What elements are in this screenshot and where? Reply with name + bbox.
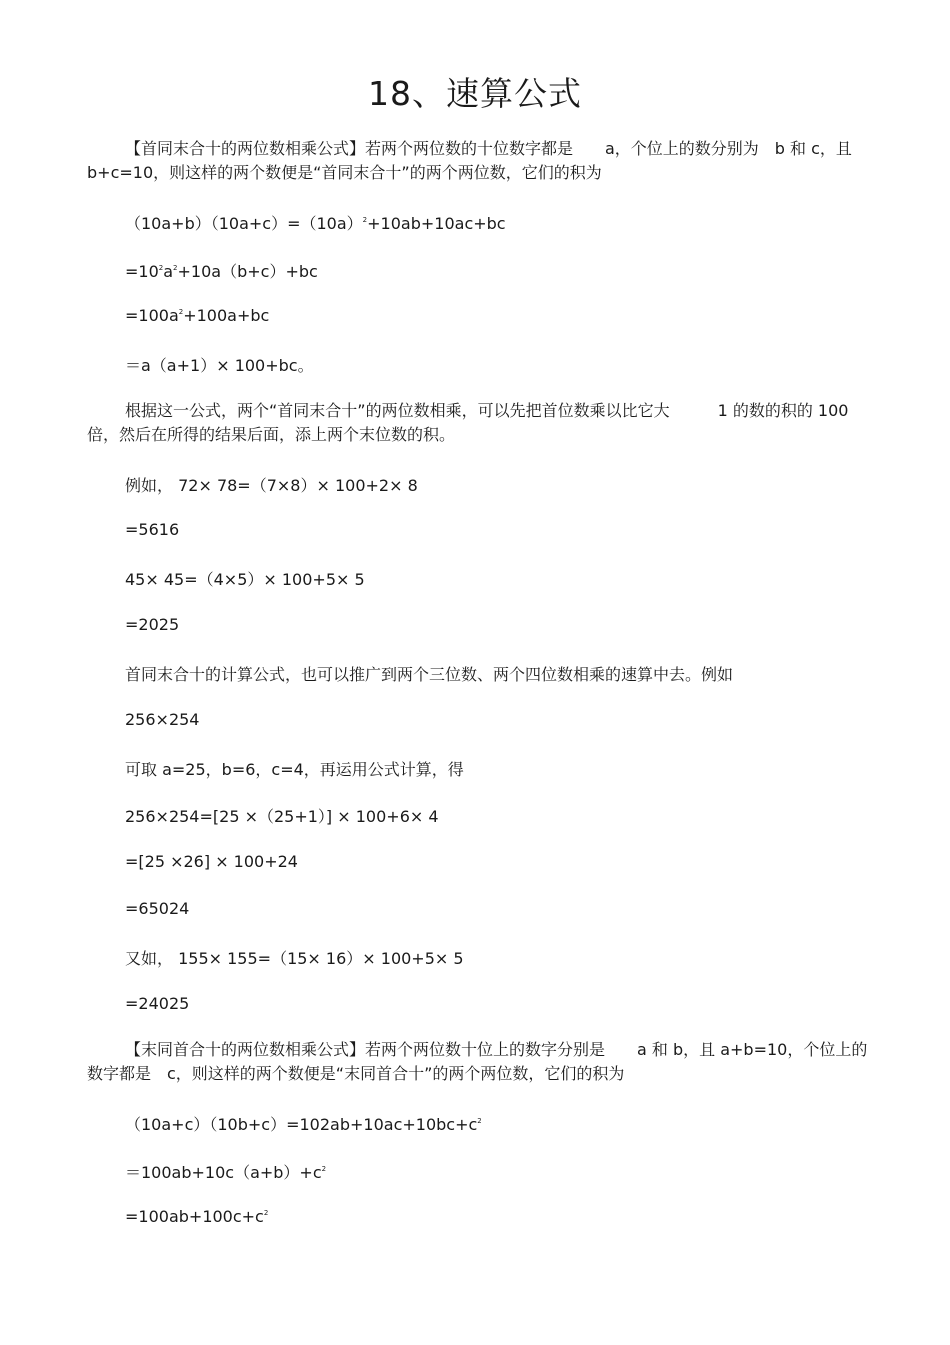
page-title: 18、速算公式	[368, 74, 582, 113]
equation-2: $=10^2a^2+10a(b+c)+bc$	[125, 262, 318, 281]
example-line: 45× 45=（4×5）× 100+5× 5	[125, 570, 365, 589]
example-line: 256×254	[125, 710, 200, 729]
equation-1: $(10a+b)(10a+c)=(10a)^2+10ab+10ac+bc$	[125, 214, 506, 233]
result-line: =24025	[125, 994, 190, 1013]
equation-6: $=100ab+10c(a+b)+c^2$	[125, 1163, 327, 1182]
paragraph-intro-2: 【末同首合十的两位数相乘公式】若两个两位数十位上的数字分别是 a 和 b，且 a+b=10，个位上的数字都是 c，则这样的两个数便是“末同首合十”的两个两位数，它们的积为	[87, 1040, 868, 1083]
result-line: =5616	[125, 520, 180, 539]
result-line: =65024	[125, 899, 190, 918]
paragraph-explanation: 根据这一公式，两个“首同末合十”的两位数相乘，可以先把首位数乘以比它大 1 的数的积的 100 倍，然后在所得的结果后面，添上两个末位数的积。	[87, 401, 849, 444]
example-line: 例如， 72× 78=（7×8）× 100+2× 8	[125, 476, 418, 495]
example-line: 又如， 155× 155=（15× 16）× 100+5× 5	[125, 949, 464, 968]
example-line: 256×254=[25 ×（25+1）] × 100+6× 4	[125, 807, 439, 826]
paragraph-intro-1: 【首同末合十的两位数相乘公式】若两个两位数的十位数字都是 a，个位上的数分别为 b 和 c，且 b+c=10，则这样的两个数便是“首同末合十”的两个两位数，它们的积为	[87, 139, 852, 182]
equation-7: $=100ab+100c+c^2$	[125, 1207, 269, 1226]
result-line: =[25 ×26] × 100+24	[125, 852, 298, 871]
text-line: 首同末合十的计算公式，也可以推广到两个三位数、两个四位数相乘的速算中去。例如	[125, 665, 734, 684]
equation-3: $=100a^2+100a+bc$	[125, 306, 270, 325]
result-line: =2025	[125, 615, 180, 634]
text-line: 可取 a=25，b=6，c=4，再运用公式计算，得	[125, 760, 464, 779]
equation-5: $(10a+c)(10b+c)=102ab+10ac+10bc+c^2$	[125, 1115, 482, 1134]
equation-4: ＝a（a+1）× 100+bc。	[125, 356, 314, 375]
